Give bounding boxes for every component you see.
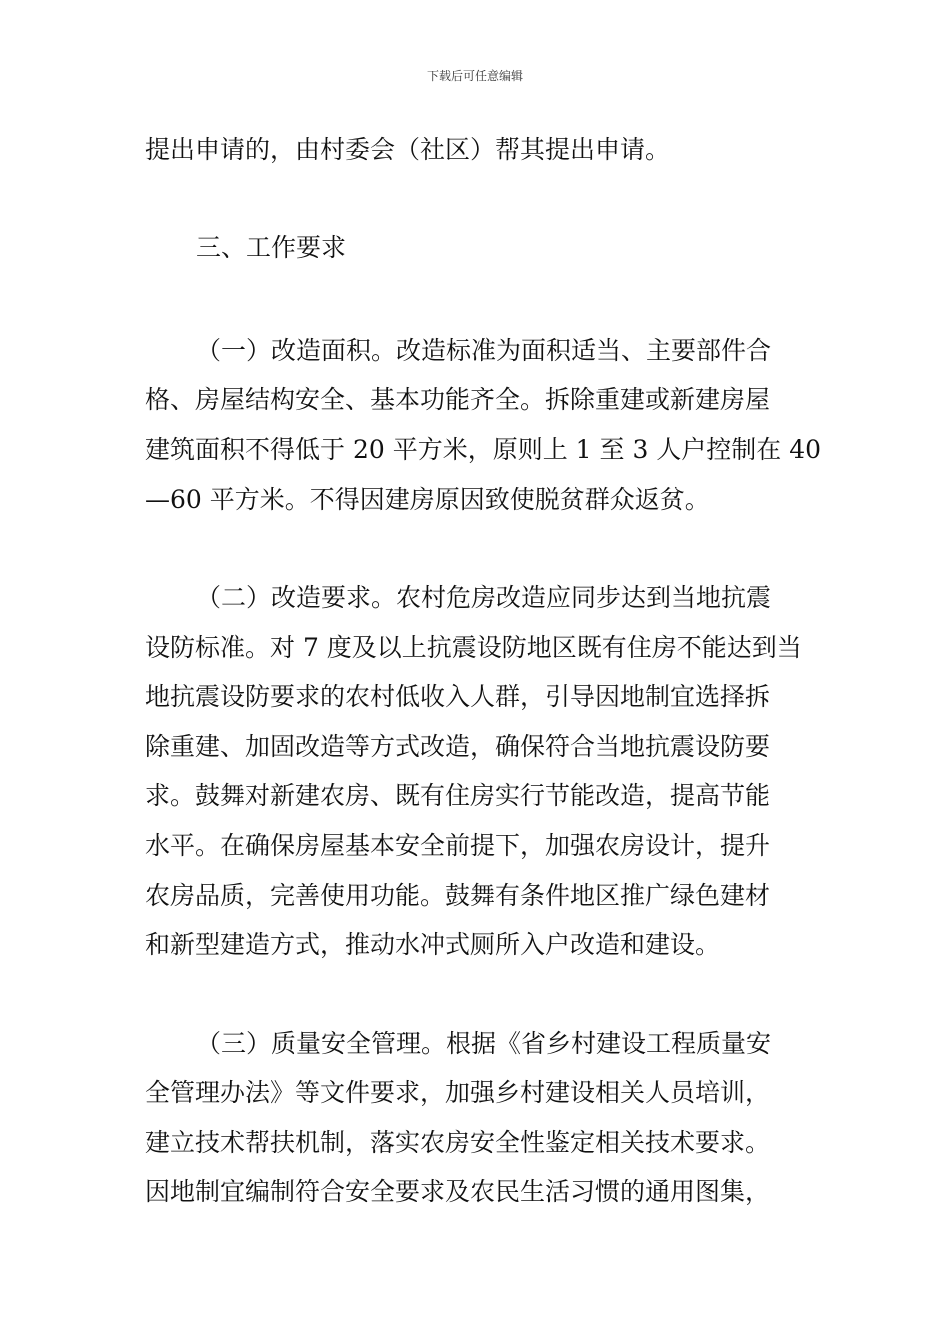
paragraph-line: 提出申请的，由村委会（社区）帮其提出申请。 [145, 135, 671, 164]
paragraph-line: 水平。在确保房屋基本安全前提下，加强农房设计，提升 [145, 831, 771, 860]
paragraph-line: 设防标准。对 7 度及以上抗震设防地区既有住房不能达到当 [145, 633, 802, 662]
paragraph-line: （二）改造要求。农村危房改造应同步达到当地抗震 [196, 583, 772, 612]
paragraph-line: —60 平方米。不得因建房原因致使脱贫群众返贫。 [145, 485, 710, 514]
paragraph-line: 求。鼓舞对新建农房、既有住房实行节能改造，提高节能 [145, 781, 771, 810]
paragraph-line: 格、房屋结构安全、基本功能齐全。拆除重建或新建房屋 [145, 385, 771, 414]
page-header-note: 下载后可任意编辑 [426, 69, 523, 83]
paragraph-line: 和新型建造方式，推动水冲式厕所入户改造和建设。 [145, 930, 721, 959]
paragraph-line: 建筑面积不得低于 20 平方米，原则上 1 至 3 人户控制在 40 [145, 435, 822, 464]
paragraph-line: 因地制宜编制符合安全要求及农民生活习惯的通用图集， [145, 1177, 771, 1206]
paragraph-line: 全管理办法》等文件要求，加强乡村建设相关人员培训， [145, 1078, 771, 1107]
paragraph-line: 除重建、加固改造等方式改造，确保符合当地抗震设防要 [145, 732, 771, 761]
paragraph-line: （一）改造面积。改造标准为面积适当、主要部件合 [196, 336, 772, 365]
paragraph-line: 地抗震设防要求的农村低收入人群，引导因地制宜选择拆 [145, 682, 771, 711]
paragraph-line: 建立技术帮扶机制，落实农房安全性鉴定相关技术要求。 [145, 1128, 771, 1157]
section-heading: 三、工作要求 [196, 233, 347, 262]
paragraph-line: 农房品质，完善使用功能。鼓舞有条件地区推广绿色建材 [145, 881, 771, 910]
paragraph-line: （三）质量安全管理。根据《省乡村建设工程质量安 [196, 1029, 772, 1058]
